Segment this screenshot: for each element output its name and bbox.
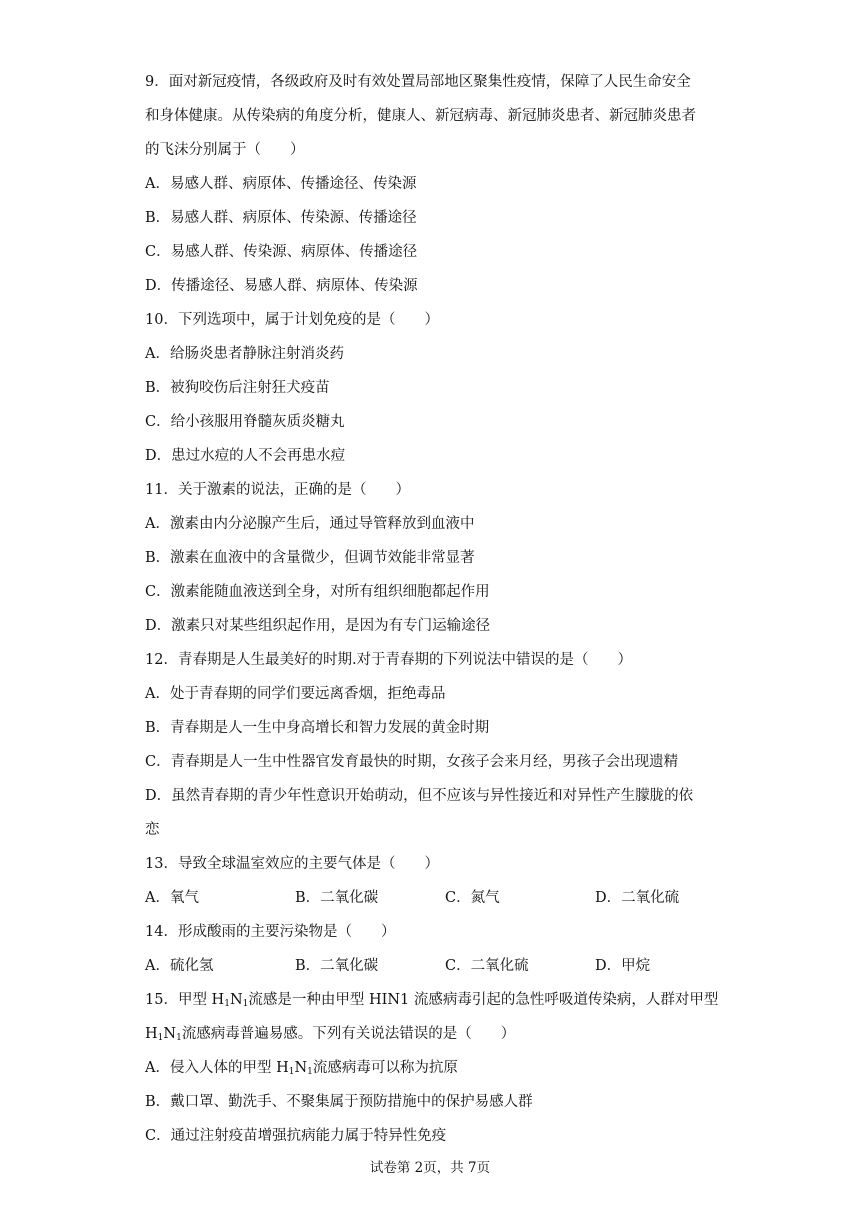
q15-option-b: B．戴口罩、勤洗手、不聚集属于预防措施中的保护易感人群 (145, 1094, 533, 1110)
q15-line1-n: N (229, 992, 243, 1008)
q15-option-a-prefix: A．侵入人体的甲型 H (145, 1060, 289, 1076)
q11-option-a: A．激素由内分泌腺产生后，通过导管释放到血液中 (145, 516, 475, 532)
q15-line2-h: H (145, 1026, 158, 1042)
q9-stem-line3: 的飞沫分别属于（ ） (145, 142, 305, 158)
q11-option-b: B．激素在血液中的含量微少，但调节效能非常显著 (145, 550, 475, 566)
q15-line2-subscript-h: 1 (157, 1033, 164, 1043)
q9-stem-line1: 9．面对新冠疫情，各级政府及时有效处置局部地区聚集性疫情，保障了人民生命安全 (145, 74, 691, 90)
q15-option-a-subscript-n: 1 (307, 1067, 313, 1077)
q14-options-row (145, 956, 745, 976)
q15-option-c: C．通过注射疫苗增强抗病能力属于特异性免疫 (145, 1128, 447, 1144)
q15-line1-rest: 流感是一种由甲型 HIN1 流感病毒引起的急性呼吸道传染病，人群对甲型 (248, 992, 719, 1008)
page-footer: 试卷第 2页，共 7页 (369, 1160, 491, 1176)
q10-stem: 10．下列选项中，属于计划免疫的是（ ） (145, 312, 439, 328)
q15-stem-line2 (145, 1024, 515, 1048)
q10-option-b: B．被狗咬伤后注射狂犬疫苗 (145, 380, 330, 396)
q11-option-c: C．激素能随血液送到全身，对所有组织细胞都起作用 (145, 584, 490, 600)
q11-stem: 11．关于激素的说法，正确的是（ ） (145, 482, 410, 498)
q10-option-c: C．给小孩服用脊髓灰质炎糖丸 (145, 414, 345, 430)
q12-stem: 12．青春期是人生最美好的时期.对于青春期的下列说法中错误的是（ ） (145, 652, 633, 668)
q15-option-a-rest: 流感病毒可以称为抗原 (312, 1060, 458, 1076)
q14-stem: 14．形成酸雨的主要污染物是（ ） (145, 924, 396, 940)
q14-option-c: C．二氧化硫 (445, 958, 529, 974)
q12-option-c: C．青春期是人一生中性器官发育最快的时期，女孩子会来月经，男孩子会出现遗精 (145, 754, 679, 770)
q15-line1-subscript-h: 1 (224, 999, 230, 1009)
q15-option-a (145, 1058, 458, 1082)
q15-line2-subscript-n: 1 (176, 1033, 182, 1043)
q15-option-a-subscript-h: 1 (288, 1067, 295, 1077)
q9-option-d: D．传播途径、易感人群、病原体、传染源 (145, 278, 418, 294)
q14-option-d: D．甲烷 (595, 958, 651, 974)
q14-option-a: A．硫化氢 (145, 958, 214, 974)
q9-option-c: C．易感人群、传染源、病原体、传播途径 (145, 244, 418, 260)
q12-option-a: A．处于青春期的同学们要远离香烟，拒绝毒品 (145, 686, 446, 702)
q13-option-c: C．氮气 (445, 890, 500, 906)
q10-option-d: D．患过水痘的人不会再患水痘 (145, 448, 346, 464)
q15-line1-prefix: 15．甲型 H (145, 992, 225, 1008)
q13-option-a: A．氧气 (145, 890, 199, 906)
q13-option-b: B．二氧化碳 (295, 890, 379, 906)
q12-option-b: B．青春期是人一生中身高增长和智力发展的黄金时期 (145, 720, 490, 736)
q13-stem: 13．导致全球温室效应的主要气体是（ ） (145, 856, 439, 872)
q10-option-a: A．给肠炎患者静脉注射消炎药 (145, 346, 344, 362)
q15-stem-line1 (145, 990, 718, 1014)
q12-option-d: D．虽然青春期的青少年性意识开始萌动，但不应该与异性接近和对异性产生朦胧的依 (145, 788, 694, 804)
q11-option-d: D．激素只对某些组织起作用，是因为有专门运输途径 (145, 618, 491, 634)
q15-line2-n: N (163, 1026, 177, 1042)
q9-stem-line2: 和身体健康。从传染病的角度分析，健康人、新冠病毒、新冠肺炎患者、新冠肺炎患者 (145, 108, 696, 124)
q15-line1-subscript-n: 1 (242, 999, 249, 1009)
q13-options-row (145, 888, 745, 908)
q15-line2-rest: 流感病毒普遍易感。下列有关说法错误的是（ ） (181, 1026, 516, 1042)
q13-option-d: D．二氧化硫 (595, 890, 680, 906)
q12-option-d-continued: 恋 (145, 822, 160, 838)
q15-option-a-n: N (294, 1060, 308, 1076)
q9-option-a: A．易感人群、病原体、传播途径、传染源 (145, 176, 417, 192)
q14-option-b: B．二氧化碳 (295, 958, 379, 974)
q9-option-b: B．易感人群、病原体、传染源、传播途径 (145, 210, 417, 226)
